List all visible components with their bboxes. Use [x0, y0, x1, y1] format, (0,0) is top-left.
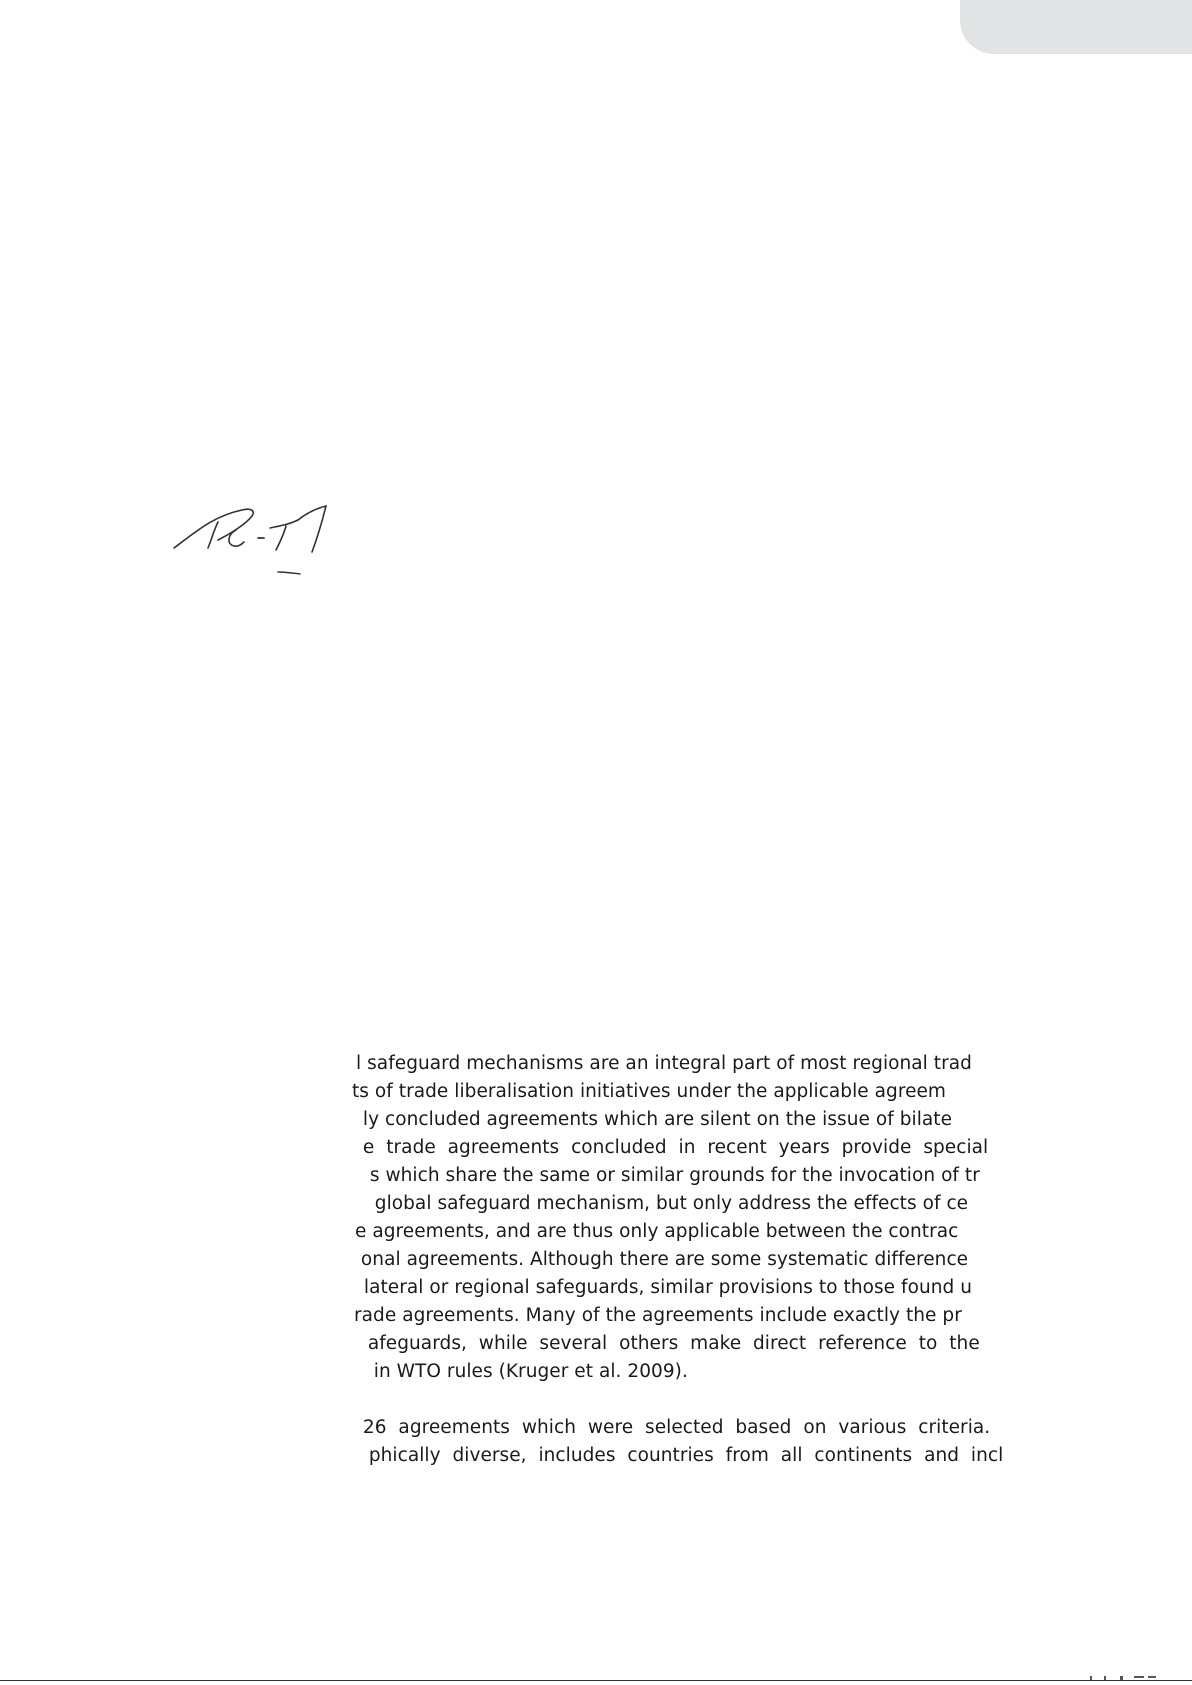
footer-marks — [1090, 1676, 1160, 1680]
text-line: e agreements, and are thus only applicable between the contrac — [355, 1221, 959, 1242]
text-line: l safeguard mechanisms are an integral part of most regional trad — [356, 1053, 972, 1074]
text-line: lateral or regional safeguards, similar provisions to those found u — [358, 1277, 972, 1298]
text-line: rade agreements. Many of the agreements include exactly the pr — [354, 1305, 962, 1326]
text-line: afeguards, while several others make direct reference to the — [356, 1333, 980, 1354]
signature-image — [168, 496, 368, 586]
corner-tab — [960, 0, 1192, 54]
text-line: global safeguard mechanism, but only address the effects of ce — [357, 1193, 969, 1214]
text-line: ly concluded agreements which are silent on the issue of bilate — [357, 1109, 953, 1130]
text-line: s which share the same or similar grounds for the invocation of tr — [358, 1165, 980, 1186]
text-line: 26 agreements which were selected based on various criteria. — [357, 1417, 991, 1438]
text-line: phically diverse, includes countries from all continents and incl — [357, 1445, 1004, 1466]
text-line: onal agreements. Although there are some systematic difference — [355, 1249, 969, 1270]
text-line: in WTO rules (Kruger et al. 2009). — [356, 1361, 688, 1382]
footer-rule — [0, 1680, 1192, 1681]
text-line: e trade agreements concluded in recent years provide special — [357, 1137, 989, 1158]
text-line: ts of trade liberalisation initiatives under the applicable agreem — [352, 1081, 947, 1102]
